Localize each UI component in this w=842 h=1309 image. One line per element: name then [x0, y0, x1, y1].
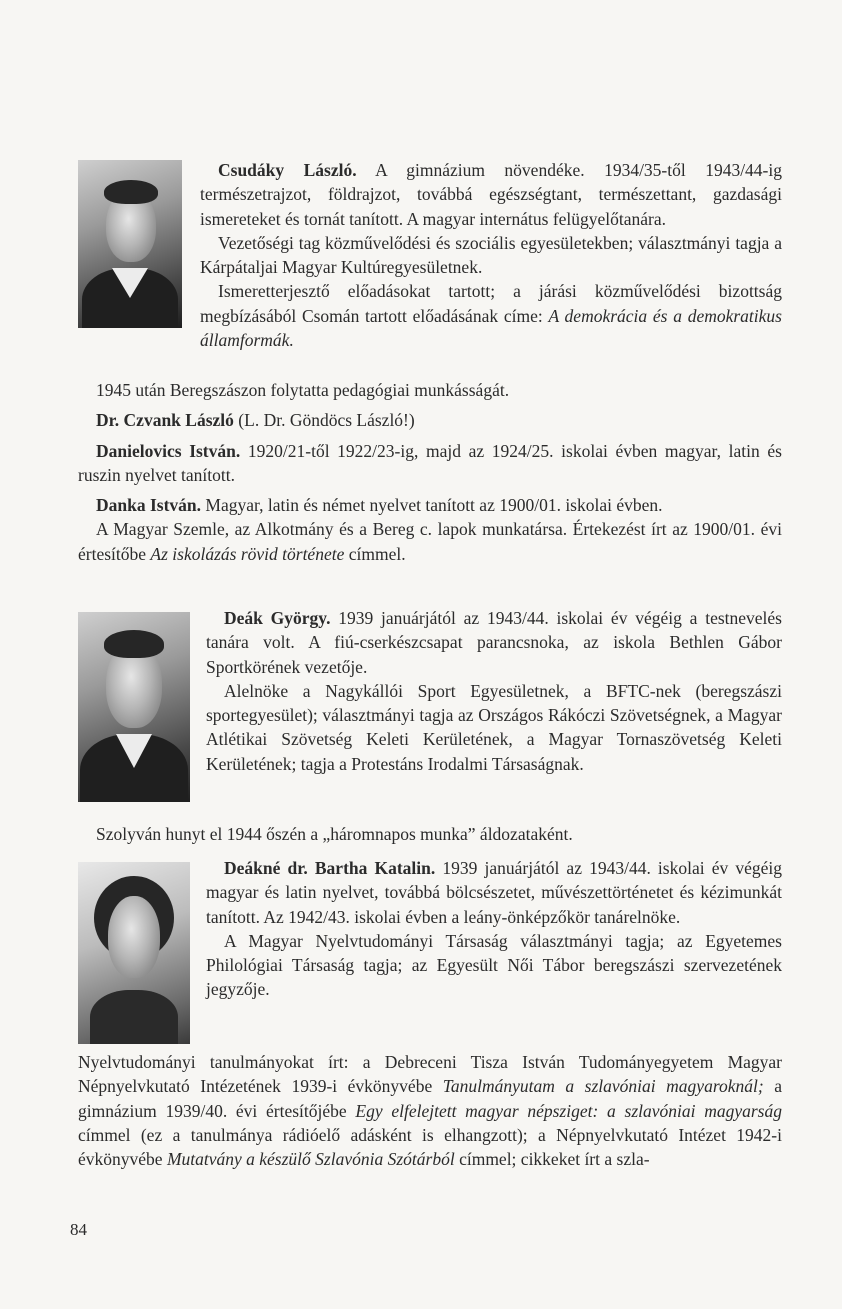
entry-text: Ismeretterjesztő előadásokat tartott; a járási közművelődési bizottság megbízásából Csomán tartott előadásának címe: — [200, 281, 782, 326]
publication-title: Egy elfelejtett magyar népsziget: a szlavóniai magyarság — [355, 1100, 782, 1121]
entry-text: A Magyar Szemle, az Alkotmány és a Bereg c. lapok munkatársa. Értekezést írt az 1900/01. évi értesítőbe — [78, 519, 782, 564]
entry-text: Szolyván hunyt el 1944 őszén a „háromnapos munka” áldozataként. — [96, 824, 573, 844]
entry-text: (L. Dr. Göndöcs László!) — [233, 410, 415, 431]
entry-text: 1920/21-től 1922/23-ig, majd az 1924/25. iskolai évben magyar, latin és ruszin nyelvet tanított. — [78, 440, 782, 485]
entry-text: a gimnázium 1939/40. évi értesítőjébe — [78, 1076, 782, 1121]
entry-name: Deákné dr. Bartha Katalin. — [224, 858, 436, 878]
entry-deakne — [206, 856, 782, 1002]
lecture-title: A demokrácia és a demokratikus államformák. — [200, 305, 782, 351]
entry-text: Magyar, latin és német nyelvet tanított az 1900/01. iskolai évben. — [201, 495, 663, 516]
entries-full-width — [78, 378, 782, 566]
entry-text: címmel; cikkeket írt a szla- — [454, 1149, 650, 1170]
publication-title: Tanulmányutam a szlavóniai magyaroknál; — [442, 1076, 764, 1097]
portrait-photo-deakne — [78, 862, 190, 1044]
entry-name: Deák György. — [224, 608, 331, 628]
entry-name: Dr. Czvank László — [96, 410, 234, 431]
entry-csudaky — [200, 158, 782, 352]
entry-name: Csudáky László. — [218, 160, 357, 180]
portrait-photo-csudaky — [78, 160, 182, 328]
essay-title: Az iskolázás rövid története — [150, 543, 345, 564]
entry-text: címmel (ez a tanulmánya rádióelő adásként is elhangzott); a Népnyelvkutató Intézet 1942-i évkönyvébe — [78, 1124, 782, 1170]
entry-deak-death — [78, 822, 782, 846]
entry-text: Vezetőségi tag közművelődési és szociális egyesületekben; választmányi tagja a Kárpátaljai Magyar Kultúregyesületnek. — [200, 232, 782, 278]
entry-deakne-publications — [78, 1050, 782, 1171]
portrait-photo-deak — [78, 612, 190, 802]
entry-text: 1945 után Beregszászon folytatta pedagógiai munkásságát. — [96, 380, 510, 400]
entry-text: A gimnázium növendéke. 1934/35-től 1943/44-ig természetrajzot, földrajzot, továbbá egészségtant, természettant, gazdasági ismereteket és tornát tanított. A magyar internátus felügyelőtanára. — [200, 160, 782, 229]
entry-text: Nyelvtudományi tanulmányokat írt: a Debreceni Tisza István Tudományegyetem Magyar Népnyelvkutató Intézetének 1939-i évkönyvébe — [78, 1052, 782, 1097]
entry-deak — [206, 606, 782, 776]
entry-text: 1939 januárjától az 1943/44. iskolai év végéig magyar és latin nyelvet, továbbá bölcsészetet, művészettörténetet és kézimunkát tanított. Az 1942/43. iskolai évben a leány-önképzőkör tanárelnöke. — [206, 858, 782, 927]
entry-text: címmel. — [344, 543, 406, 564]
entry-name: Danielovics István. — [96, 440, 241, 461]
publication-title: Mutatvány a készülő Szlavónia Szótárból — [166, 1149, 455, 1170]
entry-text: A Magyar Nyelvtudományi Társaság választmányi tagja; az Egyetemes Philológiai Társaság tagja; az Egyesült Női Tábor beregszászi szervezetének jegyzője. — [206, 930, 782, 1000]
entry-name: Danka István. — [96, 495, 202, 516]
entry-text: 1939 januárjától az 1943/44. iskolai év végéig a testnevelés tanára volt. A fiú-cserkészcsapat parancsnoka, az iskola Bethlen Gábor Sportkörének vezetője. — [206, 608, 782, 677]
page-number: 84 — [70, 1220, 87, 1239]
entry-text: Alelnöke a Nagykállói Sport Egyesületnek, a BFTC-nek (beregszászi sportegyesület); választmányi tagja az Országos Rákóczi Szövetségnek, a Magyar Atlétikai Szövetség Keleti Kerületének, a Magyar Tornaszövetség Keleti Kerületének; tagja a Protestáns Irodalmi Társaságnak. — [206, 680, 782, 774]
